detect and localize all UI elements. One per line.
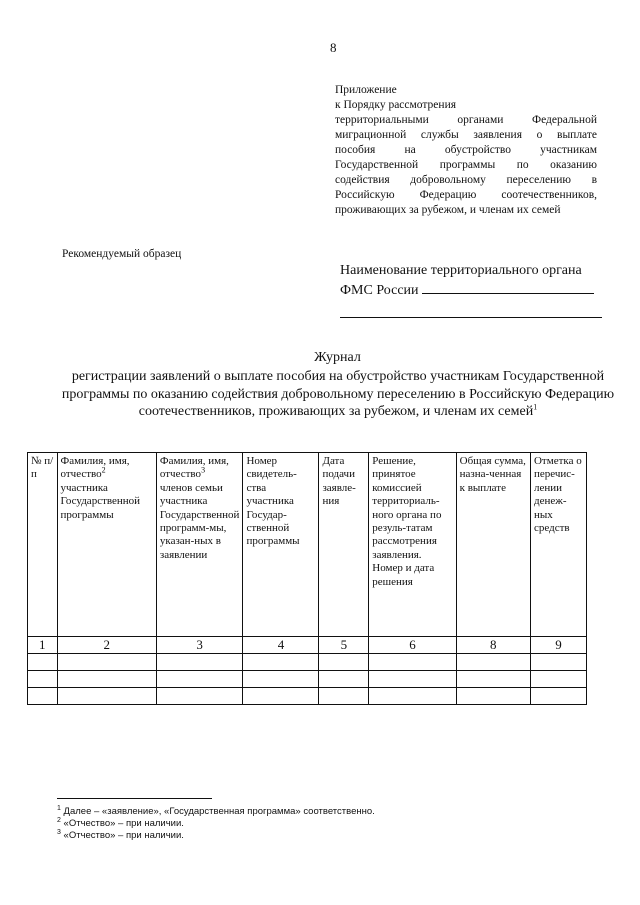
footnote-ref: 1 — [533, 402, 538, 412]
header-cell-num: № п/п — [28, 453, 58, 637]
footnote: $^3$ «Отчество» – при наличии. — [57, 828, 184, 841]
org-name-blank-line-2 — [340, 304, 602, 318]
column-number: 4 — [243, 637, 319, 654]
page-number: 8 — [330, 40, 337, 55]
footnote-divider — [57, 798, 212, 799]
appendix-line: пособия на обустройство участникам — [335, 144, 597, 156]
column-number: 2 — [57, 637, 156, 654]
table-row — [28, 654, 587, 671]
footnotes — [57, 806, 375, 842]
registry-table — [27, 452, 587, 705]
appendix-line: Российскую Федерацию соотечественников, — [335, 189, 597, 201]
appendix-line: Государственной программы по оказанию — [335, 159, 597, 171]
org-fms-label: ФМС России — [340, 283, 419, 298]
journal-subtitle — [56, 368, 620, 421]
header-cell-participant-name: Фамилия, имя, отчество$^2$ участника Государственной программы — [57, 453, 156, 637]
appendix-line: к Порядку рассмотрения — [335, 99, 457, 111]
journal-title: Журнал — [314, 350, 361, 365]
column-number: 1 — [28, 637, 58, 654]
header-cell-transfer-mark: Отметка о перечис-лении денеж-ных средств — [530, 453, 586, 637]
table-row — [28, 671, 587, 688]
footnote: $^1$ Далее – «заявление», «Государственная программа» соответственно. — [57, 804, 375, 817]
column-number: 3 — [156, 637, 243, 654]
header-cell-certificate: Номер свидетель-ства участника Государ-ственной программы — [243, 453, 319, 637]
org-block — [340, 261, 602, 318]
header-cell-family-names: Фамилия, имя, отчество$^3$ членов семьи участника Государственной программ-мы, указан-ных в заявлении — [156, 453, 243, 637]
header-cell-decision: Решение, принятое комиссией территориаль-ного органа по резуль-татам рассмотрения заявления. Номер и дата решения — [369, 453, 456, 637]
appendix-line: миграционной службы заявления о выплате — [335, 129, 597, 141]
header-cell-date: Дата подачи заявле-ния — [319, 453, 369, 637]
appendix-line: содействия добровольному переселению в — [335, 174, 597, 186]
column-number: 9 — [530, 637, 586, 654]
header-cell-amount: Общая сумма, назна-ченная к выплате — [456, 453, 530, 637]
org-name-blank-line — [422, 280, 594, 294]
footnote: $^2$ «Отчество» – при наличии. — [57, 816, 184, 829]
appendix-line: Приложение — [335, 84, 397, 96]
sample-label: Рекомендуемый образец — [62, 248, 182, 260]
column-number: 8 — [456, 637, 530, 654]
journal-subtitle-text: регистрации заявлений о выплате пособия на обустройство участникам Государственной программы по оказанию содействия добровольному переселению в Российскую Федерацию соотечественников, проживающих за рубежом, и членам их семей — [61, 369, 615, 419]
org-name-label: Наименование территориального органа — [340, 263, 582, 278]
appendix-line: территориальными органами Федеральной — [335, 114, 597, 126]
appendix-block — [335, 83, 597, 218]
table-row — [28, 688, 587, 705]
column-number-row — [28, 637, 587, 654]
table-header-row — [28, 453, 587, 637]
column-number: 6 — [369, 637, 456, 654]
org-fms-row — [340, 280, 602, 300]
appendix-line: проживающих за рубежом, и членам их семей — [335, 204, 561, 216]
column-number: 5 — [319, 637, 369, 654]
